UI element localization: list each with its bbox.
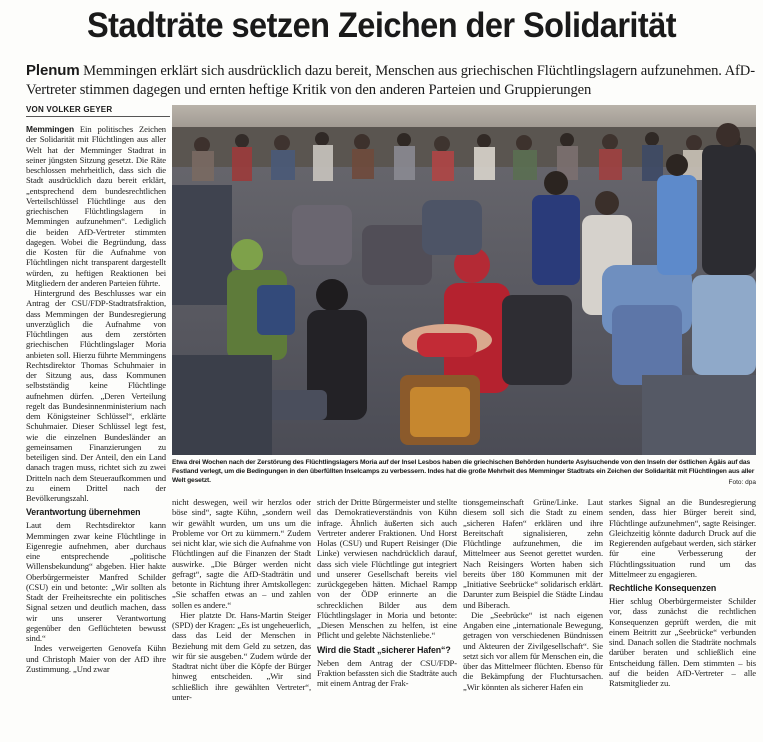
paragraph: starkes Signal an die Bundesregierung senden, dass hier Bürger bereit sind, Flüchtlinge aufzunehmen“, sagte Reisinger. Gleichzeitig könnte dadurch Druck auf die Regierenden aufgebaut werden, sich stärker für eine Verbesserung der Flüchtlingssituation rund um das Mittelmeer zu engagieren.	[609, 497, 756, 579]
paragraph-text: Ein politisches Zeichen der Solidarität mit Flüchtlingen aus aller Welt hat der Memminger Stadtrat in seiner jüngsten Sitzung gesetzt. Die Räte beschlossen mehrheitlich, dass sich die Stadt ausdrücklich dazu bereit erklärt, „entsprechend dem bundesrechtlichen Verteilschlüssel Flüchtlinge aus den griechischen Flüchtlingslagern in Memmingen aufzunehmen“. Lediglich die beiden AfD-Vertreter stimmten dagegen. Wobei die Begründung, dass die Kosten für die Aufnahme von Flüchtlingen nicht transparent dargestellt würden, zu heftigen Reaktionen bei Mitgliedern der anderen Parteien führte.	[26, 124, 166, 288]
photo-credit: Foto: dpa	[728, 479, 756, 486]
article-column-4	[463, 497, 603, 737]
paragraph: Neben dem Antrag der CSU/FDP-Fraktion befassten sich die Stadträte auch mit einem Antrag der Frak-	[317, 657, 457, 688]
headline: Stadträte setzen Zeichen der Solidarität	[86, 6, 677, 45]
paragraph: Indes verweigerten Genovefa Kühn und Christoph Maier von der AfD ihre Zustimmung. „Und zwar	[26, 643, 166, 674]
article-column-1	[26, 124, 166, 734]
paragraph: Laut dem Rechtsdirektor kann Memmingen zwar keine Flüchtlinge in Eigenregie aufnehmen, aber durchaus eine entsprechende „politische Willensbekundung“ abgeben. Hier hakte Oberbürgermeister Manfred Schilder (CSU) ein und betonte: „Wir sollten als Stadt der Freiheitsrechte ein politisches Signal setzen und deutlich machen, dass wir uns unserer Verantwortung gegenüber den Geflüchteten bewusst sind.“	[26, 520, 166, 643]
paragraph: Hier schlug Oberbürgermeister Schilder vor, dass zunächst die rechtlichen Konsequenzen geprüft werden, die mit einem Beitritt zur „Seebrücke“ verbunden sind. Danach sollen die Stadträte nochmals darüber beraten und schließlich eine Entscheidung fällen. Dem stimmten – bis auf die beiden AfD-Vertreter – alle Ratsmitglieder zu.	[609, 596, 756, 688]
article-column-3	[317, 497, 457, 737]
paragraph	[26, 124, 166, 288]
byline: VON VOLKER GEYER	[26, 105, 170, 117]
lead-text: Memmingen erklärt sich ausdrücklich dazu bereit, Menschen aus griechischen Flüchtlingslagern aufzunehmen. AfD-Vertreter stimmen dagegen und ernten heftige Kritik von den anderen Parteien und Gruppierungen	[26, 63, 755, 98]
article-column-2	[172, 497, 311, 737]
paragraph: Die „Seebrücke“ ist nach eigenen Angaben eine „internationale Bewegung, getragen von verschiedenen Bündnissen und Akteuren der Zivilgesellschaft“. Sie setzt sich vor allem für Menschen ein, die über das Mittelmeer flüchten. Ebenso für die Bekämpfung der Fluchtursachen. „Wir könnten als sicherer Hafen ein	[463, 609, 603, 692]
paragraph: Hintergrund des Beschlusses war ein Antrag der CSU/FDP-Stadtratsfraktion, dass Memmingen der Bundesregierung unverzüglich die Aufnahme von Flüchtlingen aus dem zerstörten griechischen Flüchtlingslager Moria anbieten soll. Hierzu führte Memmingens Rechtsdirektor Thomas Schuhmaier in der Sitzung aus, dass Kommunen selbstständig keine Flüchtlinge aufnehmen dürfen. „Deren Verteilung regelt das Bundesinnenministerium nach dem Königsteiner Schlüssel“, erklärte Schuhmaier. Dieser Schlüssel legt fest, wie die einzelnen Bundesländer an gemeinsamen Finanzierungen zu beteiligen sind. Der Anteil, den ein Land danach tragen muss, richtet sich zu zwei Dritteln nach dem Steueraufkommen und zu einem Drittel nach der Bevölkerungszahl.	[26, 288, 166, 503]
article-photo	[172, 105, 756, 455]
lead-paragraph	[26, 61, 756, 100]
lead-kicker: Plenum	[26, 62, 80, 79]
subheading: Wird die Stadt „sicherer Hafen“?	[317, 644, 451, 655]
subheading: Verantwortung übernehmen	[26, 507, 141, 518]
paragraph: nicht deswegen, weil wir herzlos oder böse sind“, sagte Kühn, „sondern weil wir gewählt wurden, um uns um die Probleme vor Ort zu kümmern.“ Zudem sei nicht klar, wie sich die Aufnahme von Flüchtlingen auf die Finanzen der Stadt auswirke. „Die Bürger werden nicht gefragt“, sagte die AfD-Stadträtin und betonte in Richtung ihrer Amtskollegen: „Sie schaffen etwas an – und zahlen sollen es andere.“	[172, 497, 311, 610]
paragraph: strich der Dritte Bürgermeister und stellte das Demokratieverständnis von Kühn infrage. Ähnlich äußerten sich auch Vertreter anderer Fraktionen. Und Horst Holas (CSU) und Rupert Reisinger (Die Linke) verwiesen nachdrücklich darauf, dass sich viele Flüchtlinge gut integriert und unserer Gesellschaft bereits viel zurückgegeben hätten. Michael Rampp von der ÖDP erinnerte an die schrecklichen Bilder aus dem Flüchtlingslager in Moria und betonte: „Diesen Menschen zu helfen, ist eine Pflicht und gelebte Nächstenliebe.“	[317, 497, 457, 641]
paragraph: tionsgemeinschaft Grüne/Linke. Laut diesem soll sich die Stadt zu einem „sicheren Hafen“ erklären und ihre Bereitschaft signalisieren, zehn Flüchtlinge aufzunehmen, die im Mittelmeer aus Seenot gerettet wurden. Nach Reisingers Worten haben sich bereits über 180 Kommunen mit der „Initiative Seebrücke“ solidarisch erklärt. Darunter zum Beispiel die Städte Lindau und Biberach.	[463, 497, 603, 610]
article-column-5	[609, 497, 756, 737]
subheading: Rechtliche Konsequenzen	[609, 583, 717, 593]
dateline: Memmingen	[26, 124, 74, 134]
refugee-camp-photo	[172, 105, 756, 455]
paragraph: Hier platzte Dr. Hans-Martin Steiger (SPD) der Kragen: „Es ist ungeheuerlich, dass das Leid der Menschen in Beziehung mit dem Geld zu setzen, das wir für sie ausgeben.“ Zudem würde der Stadtrat nicht über die Köpfe der Bürger hinweg entscheiden. „Wir sind schließlich ihre gewählten Vertreter“, unter-	[172, 609, 311, 702]
photo-caption: Etwa drei Wochen nach der Zerstörung des Flüchtlingslagers Moria auf der Insel Lesbos haben die griechischen Behörden hunderte Asylsuchende von den Inseln der östlichen Ägäis auf das Festland verlegt, um die Bedingungen in den überfüllten Inselcamps zu verbessern. Indes hat die große Mehrheit des Memminger Stadtrats ein Zeichen der Solidarität mit Flüchtlingen aus aller Welt gesetzt.	[172, 459, 755, 485]
